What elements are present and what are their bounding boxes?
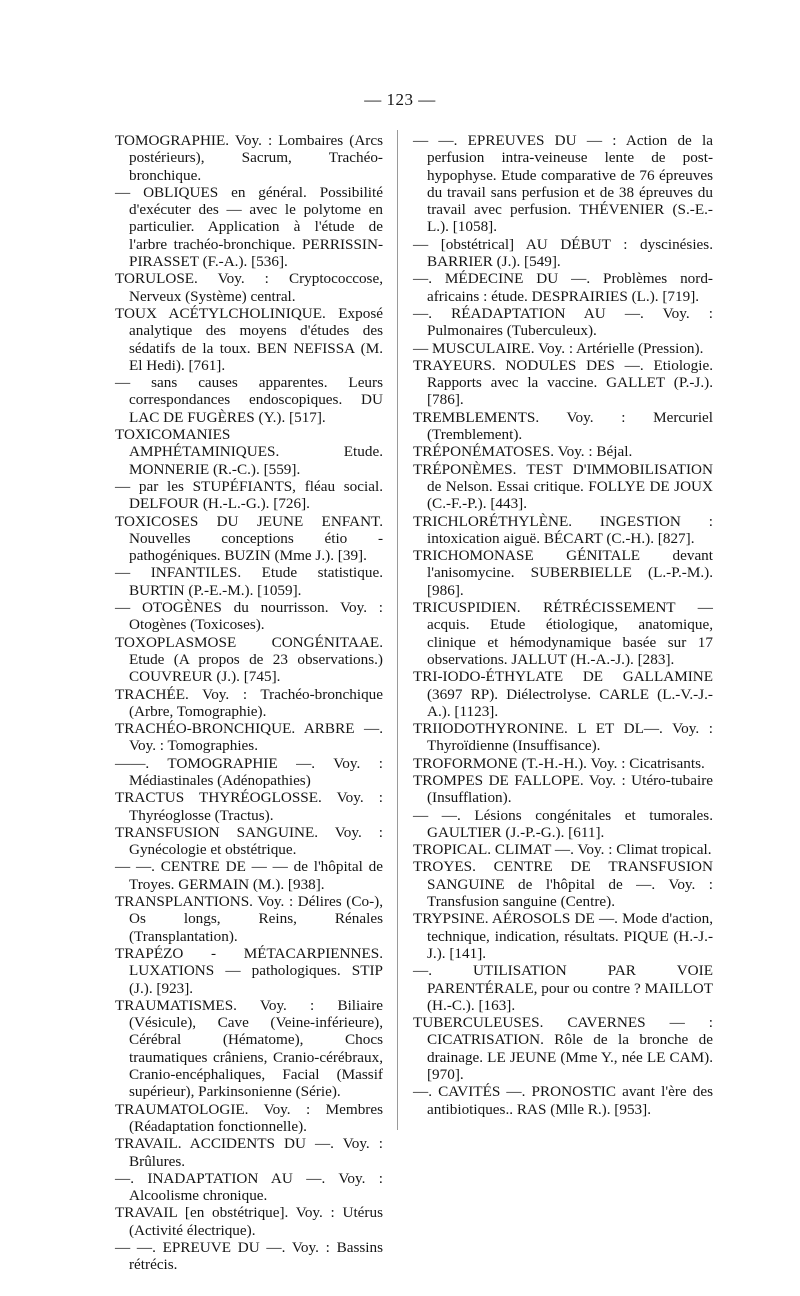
index-entry: TREMBLEMENTS. Voy. : Mercuriel (Tremblement). [413, 408, 713, 444]
index-entry: TOXICOMANIES AMPHÉTAMINIQUES. Etude. MONNERIE (R.-C.). [559]. [115, 426, 383, 478]
left-column [115, 132, 383, 1274]
index-entry: TOXICOSES DU JEUNE ENFANT. Nouvelles conceptions étio - pathogéniques. BUZIN (Mme J.). [39]. [115, 512, 383, 565]
index-entry: TRICUSPIDIEN. RÉTRÉCISSEMENT — acquis. Etude étiologique, anatomique, clinique et hémodynamique basée sur 17 observations. JALLUT (H.-A.-J.). [283]. [413, 599, 713, 668]
index-entry: TRIIODOTHYRONINE. L ET DL—. Voy. : Thyroïdienne (Insuffisance). [413, 720, 713, 755]
index-entry: — —. EPREUVE DU —. Voy. : Bassins rétrécis. [115, 1239, 383, 1274]
index-entry: TRAVAIL [en obstétrique]. Voy. : Utérus (Activité électrique). [115, 1204, 383, 1239]
index-entry: —. CAVITÉS —. PRONOSTIC avant l'ère des antibiotiques.. RAS (Mlle R.). [953]. [413, 1083, 713, 1118]
index-entry: — par les STUPÉFIANTS, fléau social. DELFOUR (H.-L.-G.). [726]. [115, 477, 383, 513]
index-entry: — OTOGÈNES du nourrisson. Voy. : Otogènes (Toxicoses). [115, 599, 383, 634]
index-entry: TRAVAIL. ACCIDENTS DU —. Voy. : Brûlures. [115, 1135, 383, 1170]
index-entry: — INFANTILES. Etude statistique. BURTIN (P.-E.-M.). [1059]. [115, 564, 383, 599]
index-entry: TOXOPLASMOSE CONGÉNITAAE. Etude (A propos de 23 observations.) COUVREUR (J.). [745]. [115, 633, 383, 686]
index-entry: TRANSPLANTIONS. Voy. : Délires (Co-), Os longs, Reins, Rénales (Transplantation). [115, 893, 383, 945]
index-entry: TOUX ACÉTYLCHOLINIQUE. Exposé analytique des moyens d'études des sédatifs de la toux. BEN NEFISSA (M. El Hedi). [761]. [115, 304, 383, 374]
index-entry: TRAYEURS. NODULES DES —. Etiologie. Rapports avec la vaccine. GALLET (P.-J.). [786]. [413, 356, 713, 409]
index-entry: TORULOSE. Voy. : Cryptococcose, Nerveux (Système) central. [115, 270, 383, 305]
index-entry: TRAPÉZO - MÉTACARPIENNES. LUXATIONS — pathologiques. STIP (J.). [923]. [115, 944, 383, 997]
index-entry: TROPICAL. CLIMAT —. Voy. : Climat tropical. [413, 841, 712, 859]
index-entry: TRÉPONÈMES. TEST D'IMMOBILISATION de Nelson. Essai critique. FOLLYE DE JOUX (C.-F.-P.). [443]. [413, 460, 713, 513]
index-entry: —. UTILISATION PAR VOIE PARENTÉRALE, pour ou contre ? MAILLOT (H.-C.). [163]. [413, 962, 713, 1014]
index-entry: — —. EPREUVES DU — : Action de la perfusion intra-veineuse lente de post-hypophyse. Etude comparative de 76 épreuves du travail sans perfusion et de 38 épreuves du travail avec perfusion. THÉVENIER (S.-E.-L.). [1058]. [413, 132, 713, 236]
index-entry: TRACTUS THYRÉOGLOSSE. Voy. : Thyréoglosse (Tractus). [115, 789, 383, 824]
index-entry: TRANSFUSION SANGUINE. Voy. : Gynécologie et obstétrique. [115, 823, 383, 859]
index-entry: TROMPES DE FALLOPE. Voy. : Utéro-tubaire (Insufflation). [413, 771, 713, 807]
index-entry: — OBLIQUES en général. Possibilité d'exécuter des — avec le polytome en particulier. Application à l'étude de l'arbre trachéo-bronchique. PERRISSIN-PIRASSET (F.-A.). [536]. [115, 183, 383, 271]
index-entry: — —. Lésions congénitales et tumorales. GAULTIER (J.-P.-G.). [611]. [413, 806, 713, 841]
index-entry: TOMOGRAPHIE. Voy. : Lombaires (Arcs postérieurs), Sacrum, Trachéo-bronchique. [115, 132, 383, 184]
index-entry: ——. TOMOGRAPHIE —. Voy. : Médiastinales (Adénopathies) [115, 754, 383, 789]
column-divider [397, 130, 398, 1130]
index-entry: TRYPSINE. AÉROSOLS DE —. Mode d'action, technique, indication, résultats. PIQUE (H.-J.-J.). [141]. [413, 910, 713, 962]
index-entry: TRACHÉE. Voy. : Trachéo-bronchique (Arbre, Tomographie). [115, 685, 383, 720]
right-column [413, 132, 713, 1118]
index-entry: — [obstétrical] AU DÉBUT : dyscinésies. BARRIER (J.). [549]. [413, 235, 713, 271]
index-entry: TRI-IODO-ÉTHYLATE DE GALLAMINE (3697 RP). Diélectrolyse. CARLE (L.-V.-J.-A.). [1123]. [413, 668, 713, 720]
index-entry: — —. CENTRE DE — — de l'hôpital de Troyes. GERMAIN (M.). [938]. [115, 858, 383, 893]
index-entry: —. MÉDECINE DU —. Problèmes nord-africains : étude. DESPRAIRIES (L.). [719]. [413, 270, 713, 305]
index-entry: TRACHÉO-BRONCHIQUE. ARBRE —. Voy. : Tomographies. [115, 720, 383, 755]
index-entry: —. RÉADAPTATION AU —. Voy. : Pulmonaires (Tuberculeux). [413, 304, 713, 340]
index-entry: — sans causes apparentes. Leurs correspondances endoscopiques. DU LAC DE FUGÈRES (Y.). [517]. [115, 374, 383, 426]
index-entry: TRICHOMONASE GÉNITALE devant l'anisomycine. SUBERBIELLE (L.-P.-M.). [986]. [413, 547, 713, 599]
index-entry: TROYES. CENTRE DE TRANSFUSION SANGUINE de l'hôpital de —. Voy. : Transfusion sanguine (Centre). [413, 858, 713, 911]
index-entry: TROFORMONE (T.-H.-H.). Voy. : Cicatrisants. [413, 754, 705, 772]
page-number: — 123 — [364, 90, 436, 109]
index-entry: —. INADAPTATION AU —. Voy. : Alcoolisme chronique. [115, 1169, 383, 1205]
index-entry: TRÉPONÉMATOSES. Voy. : Béjal. [413, 443, 633, 461]
index-entry: TRAUMATISMES. Voy. : Biliaire (Vésicule), Cave (Veine-inférieure), Cérébral (Hématome), Chocs traumatiques crâniens, Cranio-cérébraux, Cranio-encéphaliques, Facial (Massif supérieur), Parkinsonienne (Série). [115, 996, 383, 1101]
index-entry: TRICHLORÉTHYLÈNE. INGESTION : intoxication aiguë. BÉCART (C.-H.). [827]. [413, 512, 713, 547]
index-entry: TUBERCULEUSES. CAVERNES — : CICATRISATION. Rôle de la bronche de drainage. LE JEUNE (Mme Y., née LE CAM). [970]. [413, 1014, 713, 1084]
index-entry: TRAUMATOLOGIE. Voy. : Membres (Réadaptation fonctionnelle). [115, 1100, 383, 1135]
index-entry: — MUSCULAIRE. Voy. : Artérielle (Pression). [413, 339, 704, 357]
